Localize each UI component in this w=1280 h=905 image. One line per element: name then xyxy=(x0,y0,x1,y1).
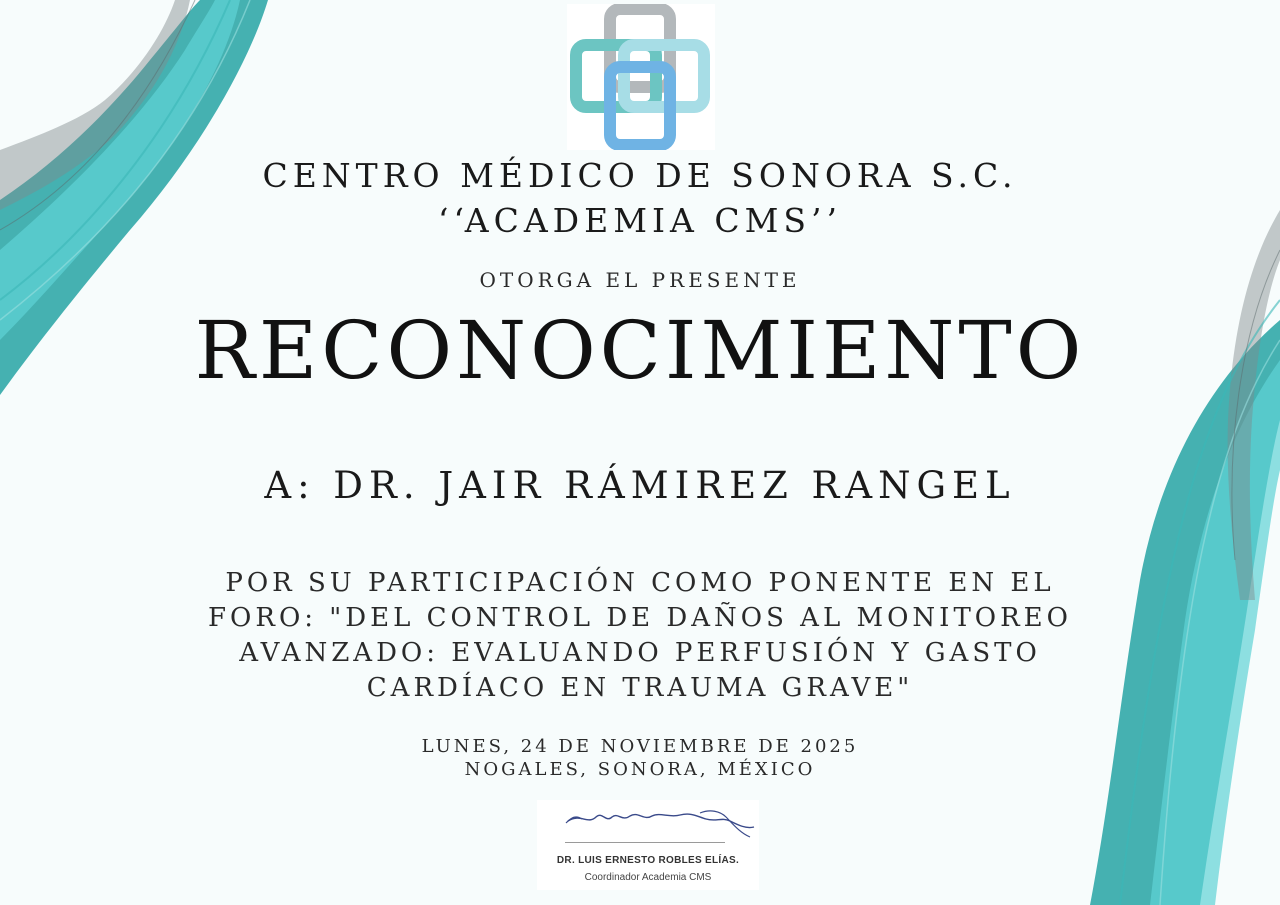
signature-line xyxy=(565,842,725,843)
organization-name: CENTRO MÉDICO DE SONORA S.C. xyxy=(262,156,1018,195)
recipient-name: A: DR. JAIR RÁMIREZ RANGEL xyxy=(264,464,1016,507)
certificate-title: RECONOCIMIENTO xyxy=(194,304,1086,397)
logo-box xyxy=(567,4,715,150)
academy-name: ‘‘ACADEMIA CMS’’ xyxy=(438,201,842,240)
description-line: POR SU PARTICIPACIÓN COMO PONENTE EN EL xyxy=(225,568,1055,598)
handwritten-signature xyxy=(560,803,760,845)
date-place-block xyxy=(0,735,1280,781)
certificate-description xyxy=(0,566,1280,706)
grant-text: OTORGA EL PRESENTE xyxy=(479,268,801,292)
interlocked-cross-logo-icon xyxy=(567,4,715,150)
description-line: CARDÍACO EN TRAUMA GRAVE" xyxy=(366,673,914,703)
signer-role: Coordinador Academia CMS xyxy=(584,872,712,883)
description-line: AVANZADO: EVALUANDO PERFUSIÓN Y GASTO xyxy=(239,638,1041,668)
description-line: FORO: "DEL CONTROL DE DAÑOS AL MONITOREO xyxy=(208,603,1072,633)
certificate-date: LUNES, 24 DE NOVIEMBRE DE 2025 xyxy=(421,736,859,757)
signer-name: DR. LUIS ERNESTO ROBLES ELÍAS. xyxy=(556,855,740,866)
certificate-place: NOGALES, SONORA, MÉXICO xyxy=(464,759,816,780)
